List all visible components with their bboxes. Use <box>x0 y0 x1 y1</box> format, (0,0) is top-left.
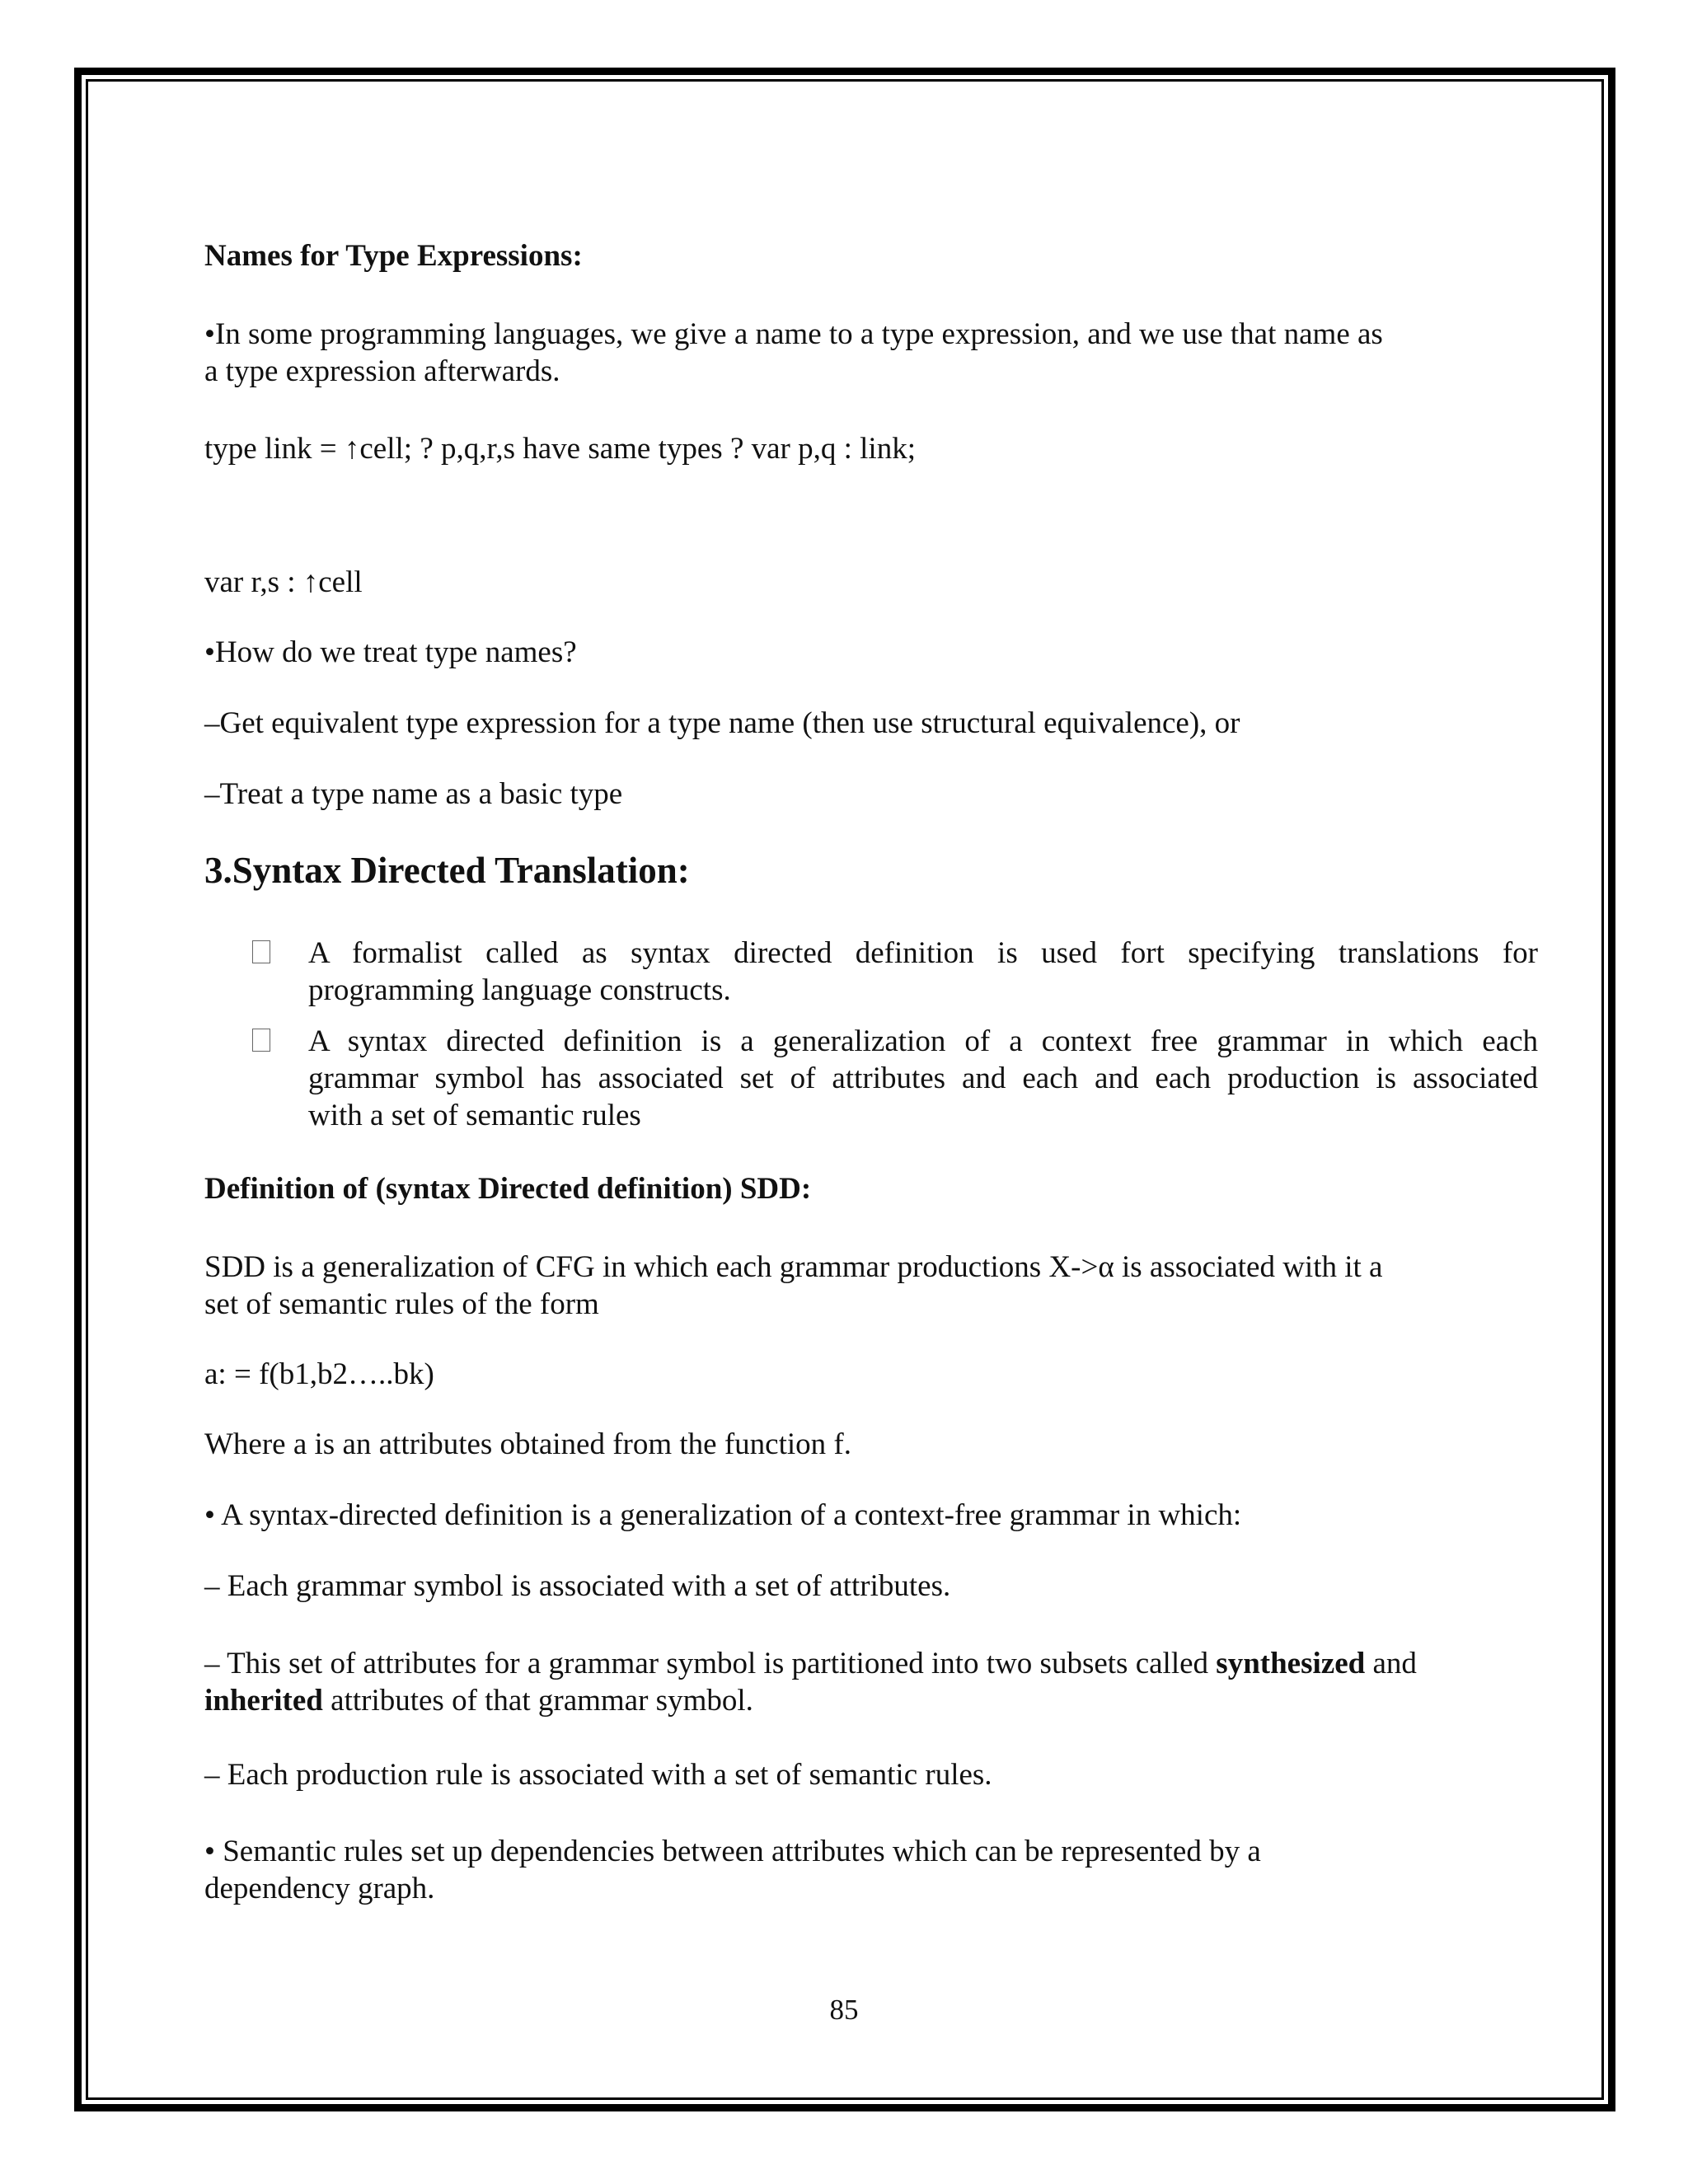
section-title-syntax-directed-translation: 3.Syntax Directed Translation: <box>204 850 690 891</box>
bullet-box-icon <box>252 940 270 963</box>
paragraph-type-names-line-1: •In some programming languages, we give a name to a type expression, and we use that name as <box>204 317 1383 351</box>
bullet-how-treat-type-names: •How do we treat type names? <box>204 635 577 669</box>
list-item-line: A syntax directed definition is a generalization of a context free grammar in which each <box>308 1024 1538 1058</box>
partition-text-pre: – This set of attributes for a grammar symbol is partitioned into two subsets called <box>204 1647 1217 1680</box>
paragraph-type-names-line-2: a type expression afterwards. <box>204 354 560 388</box>
code-var-rs: var r,s : ↑cell <box>204 565 363 599</box>
sdd-paragraph-line-2: set of semantic rules of the form <box>204 1287 599 1321</box>
term-inherited: inherited <box>204 1684 323 1718</box>
partition-text-and: and <box>1365 1647 1417 1680</box>
point-semantic-rules-line-2: dependency graph. <box>204 1872 435 1905</box>
point-attribute-partition <box>204 1645 1540 1719</box>
point-grammar-symbol-attributes: – Each grammar symbol is associated with a set of attributes. <box>204 1569 951 1603</box>
list-item-line: A formalist called as syntax directed definition is used fort specifying translations for <box>308 936 1538 970</box>
partition-text-post: attributes of that grammar symbol. <box>322 1684 753 1718</box>
page-number: 85 <box>829 1994 859 2026</box>
list-item-text <box>308 1023 1538 1134</box>
heading-names-for-type-expressions: Names for Type Expressions: <box>204 239 583 273</box>
bullet-box-icon <box>252 1029 270 1052</box>
heading-definition-sdd: Definition of (syntax Directed definition) SDD: <box>204 1172 812 1206</box>
point-production-rule: – Each production rule is associated with a set of semantic rules. <box>204 1758 992 1792</box>
sdd-paragraph-line-1: SDD is a generalization of CFG in which each grammar productions X->α is associated with it a <box>204 1250 1383 1284</box>
point-semantic-rules-line-1: • Semantic rules set up dependencies between attributes which can be represented by a <box>204 1835 1261 1868</box>
list-item-line: grammar symbol has associated set of attributes and each and each production is associated <box>308 1062 1538 1095</box>
dash-treat-basic-type: –Treat a type name as a basic type <box>204 777 623 811</box>
dash-get-equivalent: –Get equivalent type expression for a type name (then use structural equivalence), or <box>204 706 1240 740</box>
term-synthesized: synthesized <box>1216 1647 1366 1680</box>
where-a-is-attribute: Where a is an attributes obtained from the function f. <box>204 1427 851 1461</box>
point-sdd-generalization: • A syntax-directed definition is a generalization of a context-free grammar in which: <box>204 1498 1242 1532</box>
list-item-text <box>308 935 1538 1009</box>
list-item-line: with a set of semantic rules <box>308 1099 641 1132</box>
list-item-line: programming language constructs. <box>308 973 731 1007</box>
code-type-link: type link = ↑cell; ? p,q,r,s have same types ? var p,q : link; <box>204 432 916 466</box>
formula-attribute-function: a: = f(b1,b2…..bk) <box>204 1357 434 1391</box>
